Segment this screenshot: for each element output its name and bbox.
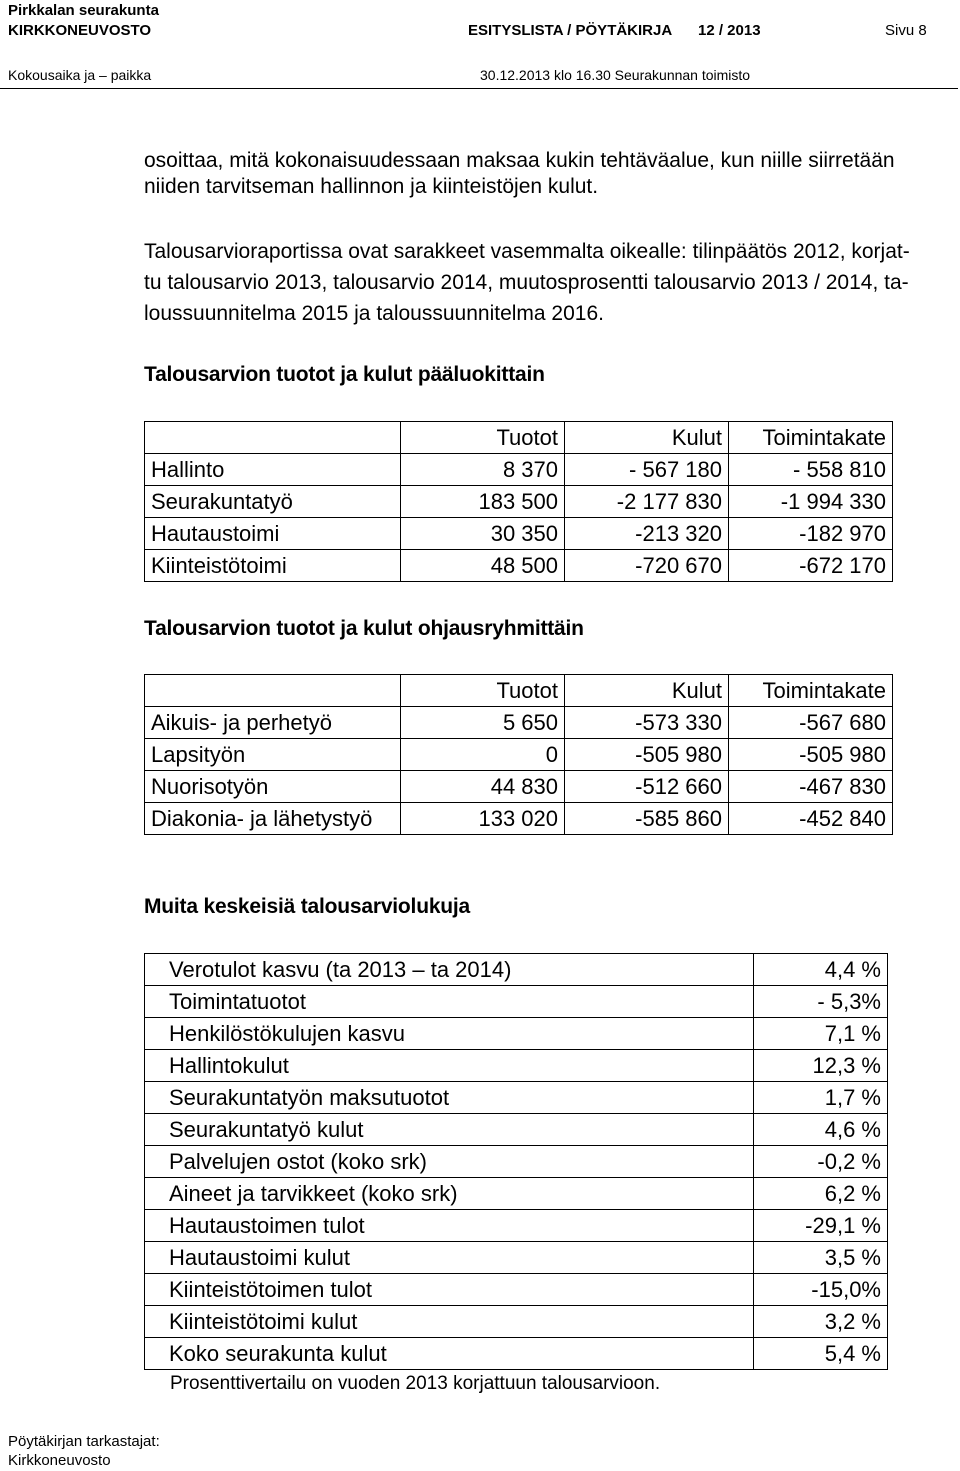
- header-cell: Kulut: [565, 675, 729, 707]
- cell-value: 3,5 %: [753, 1242, 887, 1274]
- cell-value: -505 980: [565, 739, 729, 771]
- table-row: [145, 486, 893, 518]
- cell-value: 5 650: [401, 707, 565, 739]
- row-label: Seurakuntatyö: [145, 486, 401, 518]
- cell-value: -467 830: [729, 771, 893, 803]
- row-label: Seurakuntatyö kulut: [145, 1114, 754, 1146]
- cell-value: - 567 180: [565, 454, 729, 486]
- cell-value: -512 660: [565, 771, 729, 803]
- paragraph-2-line-1: Talousarvioraportissa ovat sarakkeet vasemmalta oikealle: tilinpäätös 2012, korjat-: [144, 240, 910, 263]
- cell-value: 1,7 %: [753, 1082, 887, 1114]
- table-key-figures: [144, 953, 888, 1370]
- header-divider: [0, 88, 958, 89]
- cell-value: -452 840: [729, 803, 893, 835]
- cell-value: - 5,3%: [753, 986, 887, 1018]
- paragraph-2-line-2: tu talousarvio 2013, talousarvio 2014, muutosprosentti talousarvio 2013 / 2014, ta-: [144, 271, 909, 294]
- row-label: Koko seurakunta kulut: [145, 1338, 754, 1370]
- cell-value: 8 370: [401, 454, 565, 486]
- cell-value: -15,0%: [753, 1274, 887, 1306]
- table-row: [145, 1146, 888, 1178]
- paragraph-2-line-3: loussuunnitelma 2015 ja taloussuunnitelma 2016.: [144, 302, 604, 325]
- header-org: Pirkkalan seurakunta: [8, 2, 159, 19]
- cell-value: 133 020: [401, 803, 565, 835]
- table-row: [145, 1306, 888, 1338]
- row-label: Hallintokulut: [145, 1050, 754, 1082]
- header-cell: Tuotot: [401, 675, 565, 707]
- row-label: Verotulot kasvu (ta 2013 – ta 2014): [145, 954, 754, 986]
- table2-heading: Talousarvion tuotot ja kulut ohjausryhmittäin: [144, 617, 584, 640]
- cell-value: -0,2 %: [753, 1146, 887, 1178]
- header-cell: Toimintakate: [729, 422, 893, 454]
- table-row: [145, 1082, 888, 1114]
- cell-value: -1 994 330: [729, 486, 893, 518]
- row-label: Hautaustoimi: [145, 518, 401, 550]
- table-main-categories: [144, 421, 893, 582]
- header-cell: Toimintakate: [729, 675, 893, 707]
- cell-value: -585 860: [565, 803, 729, 835]
- cell-value: -573 330: [565, 707, 729, 739]
- cell-value: -567 680: [729, 707, 893, 739]
- row-label: Hautaustoimi kulut: [145, 1242, 754, 1274]
- row-label: Toimintatuotot: [145, 986, 754, 1018]
- table-row: [145, 1210, 888, 1242]
- cell-value: -672 170: [729, 550, 893, 582]
- cell-value: -2 177 830: [565, 486, 729, 518]
- row-label: Hautaustoimen tulot: [145, 1210, 754, 1242]
- table-row: [145, 803, 893, 835]
- footer-body: Kirkkoneuvosto: [8, 1452, 111, 1469]
- row-label: Kiinteistötoimi kulut: [145, 1306, 754, 1338]
- table-row: [145, 707, 893, 739]
- comparison-note: Prosenttivertailu on vuoden 2013 korjattuun talousarvioon.: [170, 1373, 661, 1394]
- cell-value: 5,4 %: [753, 1338, 887, 1370]
- cell-value: 7,1 %: [753, 1018, 887, 1050]
- table1-heading: Talousarvion tuotot ja kulut pääluokittain: [144, 363, 545, 386]
- row-label: Kiinteistötoimen tulot: [145, 1274, 754, 1306]
- table-header-row: [145, 422, 893, 454]
- header-cell: Kulut: [565, 422, 729, 454]
- cell-value: 30 350: [401, 518, 565, 550]
- cell-value: 4,6 %: [753, 1114, 887, 1146]
- cell-value: 44 830: [401, 771, 565, 803]
- table-row: [145, 1018, 888, 1050]
- header-page: Sivu 8: [885, 22, 927, 39]
- row-label: Palvelujen ostot (koko srk): [145, 1146, 754, 1178]
- table3-heading: Muita keskeisiä talousarviolukuja: [144, 895, 471, 918]
- footer-checkers-label: Pöytäkirjan tarkastajat:: [8, 1433, 160, 1450]
- paragraph-1-line-2: niiden tarvitseman hallinnon ja kiinteistöjen kulut.: [144, 175, 599, 198]
- table-row: [145, 771, 893, 803]
- header-cell: [145, 422, 401, 454]
- cell-value: 3,2 %: [753, 1306, 887, 1338]
- row-label: Aineet ja tarvikkeet (koko srk): [145, 1178, 754, 1210]
- cell-value: 4,4 %: [753, 954, 887, 986]
- table-row: [145, 550, 893, 582]
- cell-value: 183 500: [401, 486, 565, 518]
- cell-value: -213 320: [565, 518, 729, 550]
- cell-value: -29,1 %: [753, 1210, 887, 1242]
- cell-value: -182 970: [729, 518, 893, 550]
- cell-value: 12,3 %: [753, 1050, 887, 1082]
- table-row: [145, 1050, 888, 1082]
- meeting-value: 30.12.2013 klo 16.30 Seurakunnan toimisto: [480, 67, 751, 83]
- header-cell: [145, 675, 401, 707]
- cell-value: -720 670: [565, 550, 729, 582]
- table-row: [145, 1242, 888, 1274]
- row-label: Diakonia- ja lähetystyö: [145, 803, 401, 835]
- meeting-label: Kokousaika ja – paikka: [8, 67, 152, 83]
- header-number: 12 / 2013: [698, 22, 761, 39]
- header-cell: Tuotot: [401, 422, 565, 454]
- paragraph-1-line-1: osoittaa, mitä kokonaisuudessaan maksaa kukin tehtäväalue, kun niille siirretään: [144, 149, 895, 172]
- row-label: Lapsityön: [145, 739, 401, 771]
- table-row: [145, 739, 893, 771]
- header-doc-type: ESITYSLISTA / PÖYTÄKIRJA: [468, 22, 673, 39]
- table-row: [145, 518, 893, 550]
- table-row: [145, 1338, 888, 1370]
- header-body: KIRKKONEUVOSTO: [8, 22, 152, 39]
- row-label: Seurakuntatyön maksutuotot: [145, 1082, 754, 1114]
- row-label: Kiinteistötoimi: [145, 550, 401, 582]
- row-label: Hallinto: [145, 454, 401, 486]
- cell-value: 48 500: [401, 550, 565, 582]
- cell-value: 6,2 %: [753, 1178, 887, 1210]
- row-label: Aikuis- ja perhetyö: [145, 707, 401, 739]
- table-row: [145, 954, 888, 986]
- table-row: [145, 1178, 888, 1210]
- table-header-row: [145, 675, 893, 707]
- row-label: Henkilöstökulujen kasvu: [145, 1018, 754, 1050]
- cell-value: -505 980: [729, 739, 893, 771]
- cell-value: - 558 810: [729, 454, 893, 486]
- cell-value: 0: [401, 739, 565, 771]
- table-steering-groups: [144, 674, 893, 835]
- table-row: [145, 1114, 888, 1146]
- row-label: Nuorisotyön: [145, 771, 401, 803]
- table-row: [145, 986, 888, 1018]
- table-row: [145, 1274, 888, 1306]
- table-row: [145, 454, 893, 486]
